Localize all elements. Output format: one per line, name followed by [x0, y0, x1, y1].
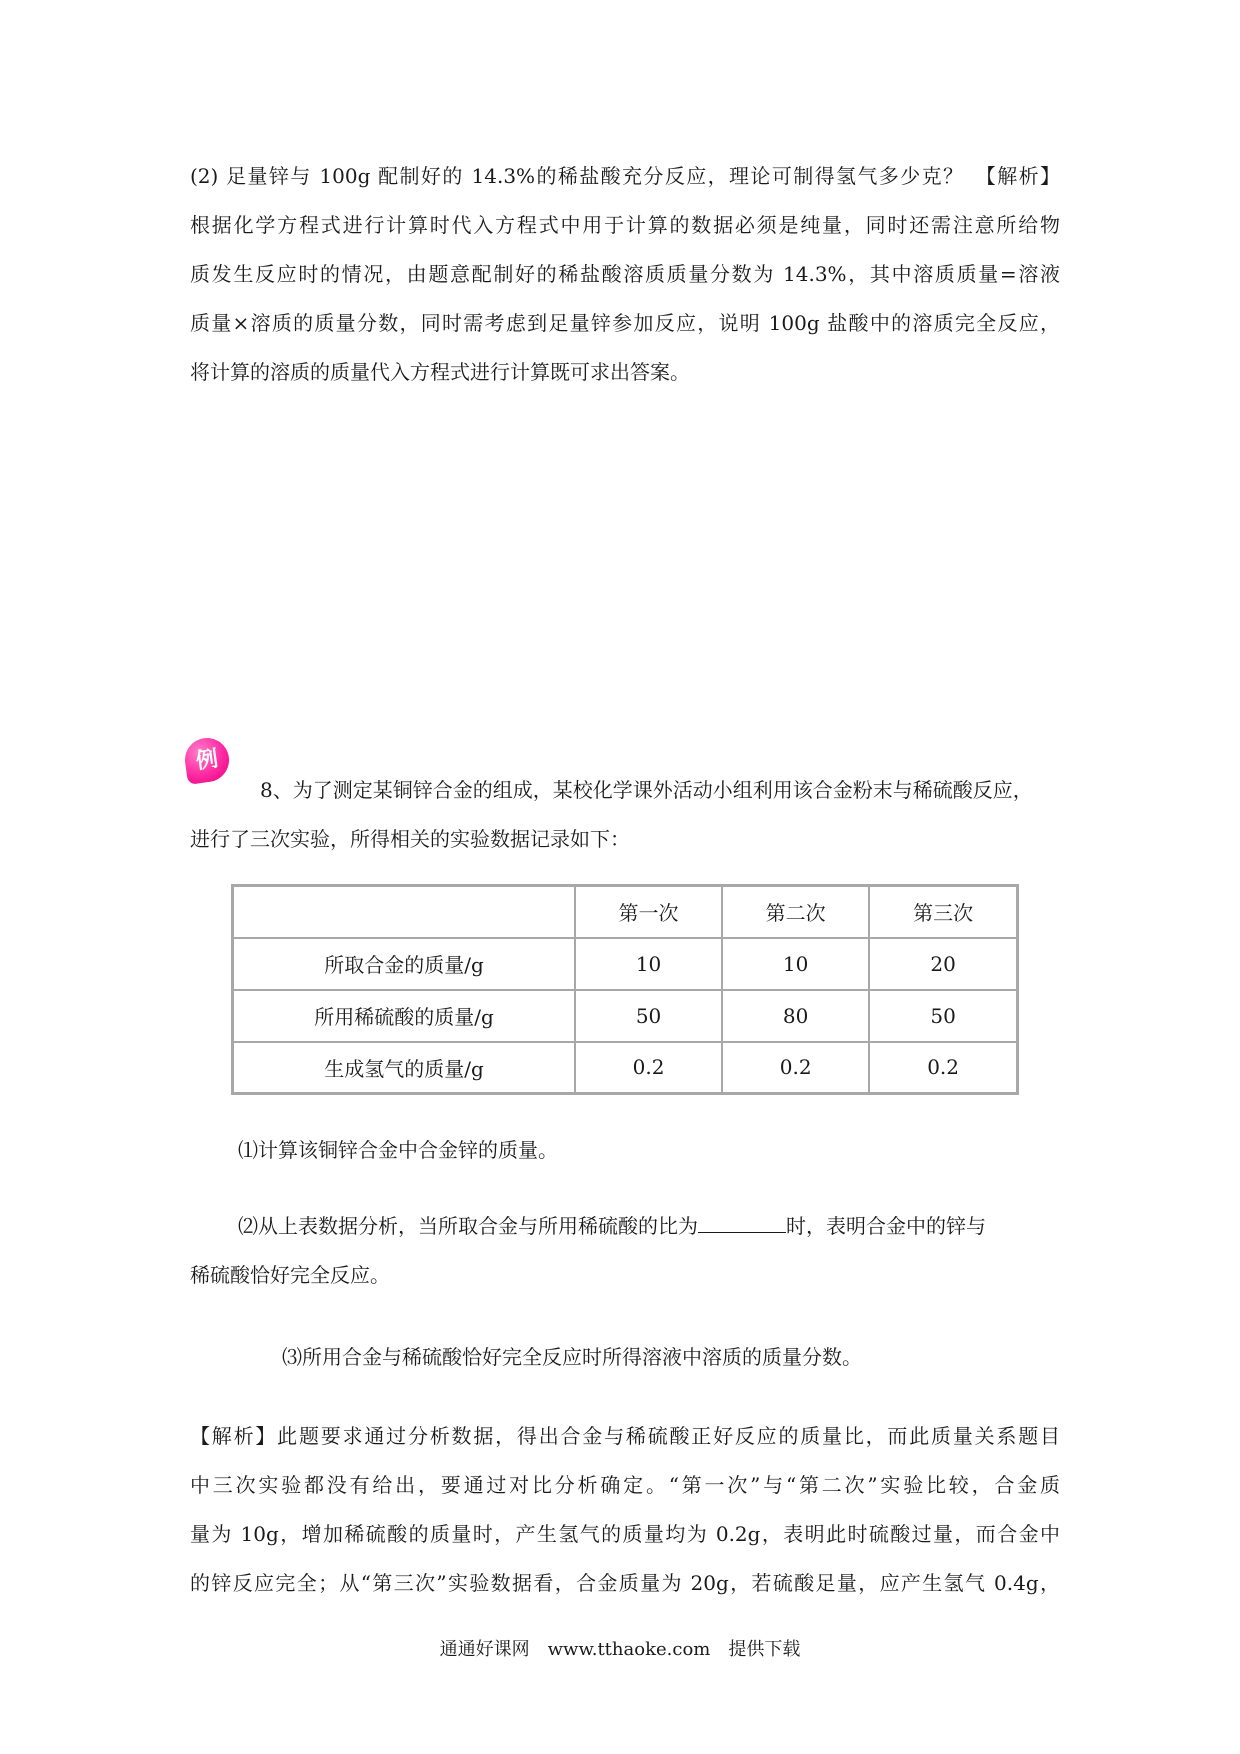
experiment-data-table — [231, 884, 1019, 1095]
table-header-cell: 第三次 — [869, 886, 1017, 938]
text-line: 根据化学方程式进行计算时代入方程式中用于计算的数据必须是纯量，同时还需注意所给物 — [190, 213, 1060, 237]
sub-question-2-text: ⑵从上表数据分析，当所取合金与所用稀硫酸的比为 — [238, 1214, 698, 1238]
sub-question-1: ⑴计算该铜锌合金中合金锌的质量。 — [238, 1138, 558, 1162]
table-header-cell — [233, 886, 576, 938]
example-question — [190, 766, 1060, 864]
text-line: 【解析】此题要求通过分析数据，得出合金与稀硫酸正好反应的质量比，而此质量关系题目 — [190, 1424, 1060, 1448]
table-cell: 10 — [575, 938, 722, 990]
table-row — [233, 990, 1018, 1042]
text-line: 中三次实验都没有给出，要通过对比分析确定。“第一次”与“第二次”实验比较，合金质 — [190, 1473, 1060, 1497]
table-row-label: 所取合金的质量/g — [233, 938, 576, 990]
table-header-row — [233, 886, 1018, 938]
table-cell: 50 — [575, 990, 722, 1042]
table-cell: 0.2 — [722, 1042, 869, 1094]
solution-paragraph — [190, 152, 1060, 397]
sub-question-2 — [190, 1202, 1060, 1300]
example-badge-icon: 例 — [182, 735, 232, 785]
page-footer: 通通好课网 www.tthaoke.com 提供下载 — [439, 1639, 801, 1660]
text-line: 将计算的溶质的质量代入方程式进行计算既可求出答案。 — [190, 360, 690, 384]
text-line: (2) 足量锌与 100g 配制好的 14.3%的稀盐酸充分反应，理论可制得氢气多少克？ 【解析】 — [190, 164, 1060, 188]
answer-blank[interactable] — [698, 1210, 786, 1233]
table-row — [233, 938, 1018, 990]
table-header-cell: 第一次 — [575, 886, 722, 938]
question-line: 8、为了测定某铜锌合金的组成，某校化学课外活动小组利用该合金粉末与稀硫酸反应， — [260, 778, 1033, 802]
text-line: 量为 10g，增加稀硫酸的质量时，产生氢气的质量均为 0.2g，表明此时硫酸过量，而合金中 — [190, 1522, 1060, 1546]
table-cell: 0.2 — [869, 1042, 1017, 1094]
sub-question-3: ⑶所用合金与稀硫酸恰好完全反应时所得溶液中溶质的质量分数。 — [282, 1345, 862, 1369]
table-header-cell: 第二次 — [722, 886, 869, 938]
analysis-paragraph — [190, 1412, 1060, 1608]
text-line: 质发生反应时的情况，由题意配制好的稀盐酸溶质质量分数为 14.3%，其中溶质质量=溶液 — [190, 262, 1060, 286]
table-row — [233, 1042, 1018, 1094]
sub-question-2-text: 时，表明合金中的锌与 — [786, 1214, 986, 1238]
sub-question-2-line: 稀硫酸恰好完全反应。 — [190, 1263, 390, 1287]
table-row-label: 所用稀硫酸的质量/g — [233, 990, 576, 1042]
question-line: 进行了三次实验，所得相关的实验数据记录如下： — [190, 827, 630, 851]
table-row-label: 生成氢气的质量/g — [233, 1042, 576, 1094]
text-line: 质量×溶质的质量分数，同时需考虑到足量锌参加反应，说明 100g 盐酸中的溶质完全反应， — [190, 311, 1060, 335]
sub-question-2-line — [190, 1202, 1060, 1251]
text-line: 的锌反应完全；从“第三次”实验数据看，合金质量为 20g，若硫酸足量，应产生氢气 0.4g， — [190, 1571, 1060, 1595]
table-cell: 20 — [869, 938, 1017, 990]
table-cell: 50 — [869, 990, 1017, 1042]
table-cell: 0.2 — [575, 1042, 722, 1094]
table-cell: 80 — [722, 990, 869, 1042]
table-cell: 10 — [722, 938, 869, 990]
